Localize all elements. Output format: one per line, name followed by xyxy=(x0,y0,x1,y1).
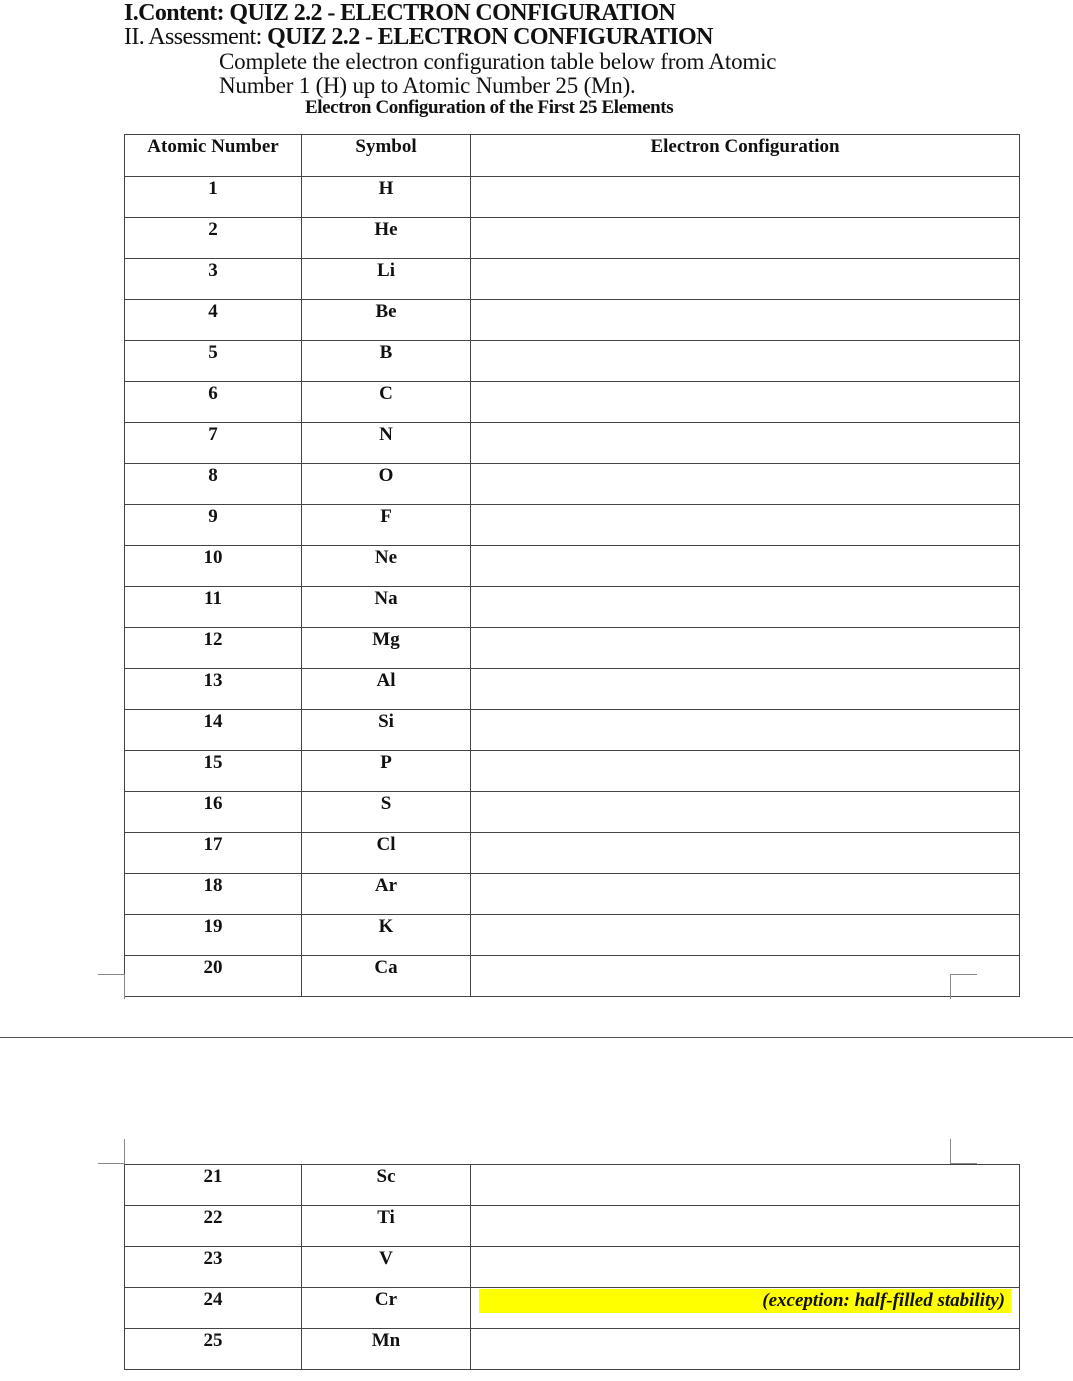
electron-configuration-cell[interactable] xyxy=(471,833,1020,874)
header-electron-configuration: Electron Configuration xyxy=(471,135,1020,177)
header-symbol: Symbol xyxy=(302,135,471,177)
table-row xyxy=(125,341,1020,382)
electron-config-table-page1 xyxy=(124,134,1020,997)
atomic-number-cell: 20 xyxy=(125,956,302,997)
symbol-cell: Mn xyxy=(302,1329,471,1370)
symbol-cell: N xyxy=(302,423,471,464)
symbol-cell: F xyxy=(302,505,471,546)
electron-configuration-cell[interactable] xyxy=(471,1165,1020,1206)
symbol-cell: B xyxy=(302,341,471,382)
atomic-number-cell: 11 xyxy=(125,587,302,628)
symbol-cell: Cr xyxy=(302,1288,471,1329)
electron-configuration-cell[interactable] xyxy=(471,1288,1020,1329)
instruction-line-2: Number 1 (H) up to Atomic Number 25 (Mn). xyxy=(219,73,636,98)
electron-configuration-cell[interactable] xyxy=(471,1206,1020,1247)
electron-configuration-cell[interactable] xyxy=(471,710,1020,751)
atomic-number-cell: 21 xyxy=(125,1165,302,1206)
symbol-cell: V xyxy=(302,1247,471,1288)
table-row xyxy=(125,546,1020,587)
atomic-number-cell: 6 xyxy=(125,382,302,423)
table-row xyxy=(125,669,1020,710)
atomic-number-cell: 1 xyxy=(125,177,302,218)
electron-configuration-cell[interactable] xyxy=(471,382,1020,423)
table-row xyxy=(125,382,1020,423)
symbol-cell: He xyxy=(302,218,471,259)
atomic-number-cell: 16 xyxy=(125,792,302,833)
atomic-number-cell: 8 xyxy=(125,464,302,505)
exception-note: (exception: half-filled stability) xyxy=(479,1289,1011,1313)
atomic-number-cell: 7 xyxy=(125,423,302,464)
symbol-cell: H xyxy=(302,177,471,218)
symbol-cell: K xyxy=(302,915,471,956)
assessment-heading xyxy=(124,24,713,51)
electron-configuration-cell[interactable] xyxy=(471,669,1020,710)
table-row xyxy=(125,1329,1020,1370)
table-header-row xyxy=(125,135,1020,177)
table-row xyxy=(125,751,1020,792)
symbol-cell: Al xyxy=(302,669,471,710)
symbol-cell: S xyxy=(302,792,471,833)
page-corner-mark xyxy=(98,974,125,999)
page-corner-mark xyxy=(950,1139,977,1164)
electron-configuration-cell[interactable] xyxy=(471,218,1020,259)
assessment-label: II. Assessment: xyxy=(124,24,268,50)
symbol-cell: Li xyxy=(302,259,471,300)
table-row xyxy=(125,423,1020,464)
page-break-divider xyxy=(0,1037,1073,1038)
symbol-cell: C xyxy=(302,382,471,423)
table-row xyxy=(125,1288,1020,1329)
header-atomic-number: Atomic Number xyxy=(125,135,302,177)
atomic-number-cell: 9 xyxy=(125,505,302,546)
symbol-cell: Si xyxy=(302,710,471,751)
table-row xyxy=(125,218,1020,259)
atomic-number-cell: 3 xyxy=(125,259,302,300)
symbol-cell: Mg xyxy=(302,628,471,669)
atomic-number-cell: 14 xyxy=(125,710,302,751)
symbol-cell: Ne xyxy=(302,546,471,587)
symbol-cell: Cl xyxy=(302,833,471,874)
atomic-number-cell: 5 xyxy=(125,341,302,382)
electron-configuration-cell[interactable] xyxy=(471,300,1020,341)
page-corner-mark xyxy=(98,1139,125,1164)
atomic-number-cell: 13 xyxy=(125,669,302,710)
atomic-number-cell: 17 xyxy=(125,833,302,874)
table-row xyxy=(125,1165,1020,1206)
instruction-line-1: Complete the electron configuration table below from Atomic xyxy=(219,49,777,74)
table-row xyxy=(125,792,1020,833)
atomic-number-cell: 19 xyxy=(125,915,302,956)
electron-configuration-cell[interactable] xyxy=(471,341,1020,382)
atomic-number-cell: 18 xyxy=(125,874,302,915)
symbol-cell: Na xyxy=(302,587,471,628)
symbol-cell: Be xyxy=(302,300,471,341)
atomic-number-cell: 12 xyxy=(125,628,302,669)
atomic-number-cell: 22 xyxy=(125,1206,302,1247)
symbol-cell: Ar xyxy=(302,874,471,915)
electron-configuration-cell[interactable] xyxy=(471,956,1020,997)
atomic-number-cell: 4 xyxy=(125,300,302,341)
table-row xyxy=(125,587,1020,628)
electron-configuration-cell[interactable] xyxy=(471,587,1020,628)
electron-configuration-cell[interactable] xyxy=(471,915,1020,956)
symbol-cell: Ca xyxy=(302,956,471,997)
electron-configuration-cell[interactable] xyxy=(471,628,1020,669)
electron-configuration-cell[interactable] xyxy=(471,546,1020,587)
electron-configuration-cell[interactable] xyxy=(471,874,1020,915)
table-row xyxy=(125,915,1020,956)
symbol-cell: Ti xyxy=(302,1206,471,1247)
table-row xyxy=(125,1206,1020,1247)
page-corner-mark xyxy=(950,974,977,999)
content-heading: I.Content: QUIZ 2.2 - ELECTRON CONFIGURATION xyxy=(124,0,676,26)
electron-configuration-cell[interactable] xyxy=(471,751,1020,792)
table-row xyxy=(125,300,1020,341)
table-row xyxy=(125,710,1020,751)
electron-config-table-page2 xyxy=(124,1164,1020,1370)
table-row xyxy=(125,505,1020,546)
table-row xyxy=(125,628,1020,669)
electron-configuration-cell[interactable] xyxy=(471,423,1020,464)
table-row xyxy=(125,259,1020,300)
table-row xyxy=(125,464,1020,505)
assessment-title: QUIZ 2.2 - ELECTRON CONFIGURATION xyxy=(267,24,713,50)
symbol-cell: O xyxy=(302,464,471,505)
electron-configuration-cell[interactable] xyxy=(471,792,1020,833)
symbol-cell: Sc xyxy=(302,1165,471,1206)
atomic-number-cell: 25 xyxy=(125,1329,302,1370)
electron-configuration-cell[interactable] xyxy=(471,259,1020,300)
electron-configuration-cell[interactable] xyxy=(471,1247,1020,1288)
electron-configuration-cell[interactable] xyxy=(471,1329,1020,1370)
atomic-number-cell: 10 xyxy=(125,546,302,587)
table-row xyxy=(125,177,1020,218)
table-row xyxy=(125,874,1020,915)
electron-configuration-cell[interactable] xyxy=(471,177,1020,218)
electron-configuration-cell[interactable] xyxy=(471,505,1020,546)
symbol-cell: P xyxy=(302,751,471,792)
atomic-number-cell: 24 xyxy=(125,1288,302,1329)
table-title: Electron Configuration of the First 25 Elements xyxy=(305,97,674,118)
atomic-number-cell: 15 xyxy=(125,751,302,792)
atomic-number-cell: 23 xyxy=(125,1247,302,1288)
table-row xyxy=(125,1247,1020,1288)
table-row xyxy=(125,956,1020,997)
atomic-number-cell: 2 xyxy=(125,218,302,259)
electron-configuration-cell[interactable] xyxy=(471,464,1020,505)
table-row xyxy=(125,833,1020,874)
